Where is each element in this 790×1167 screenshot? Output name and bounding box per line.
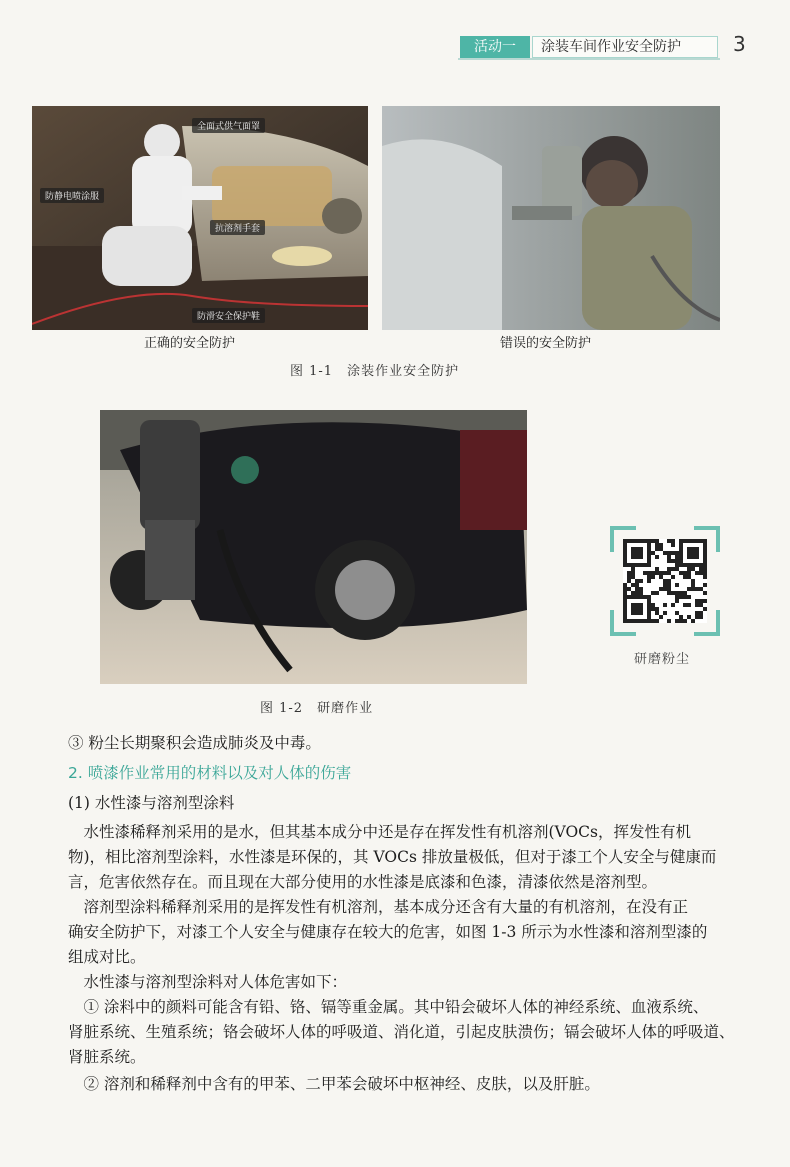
sanding-photo: [100, 410, 527, 684]
paragraph-line: 物)，相比溶剂型涂料，水性漆是环保的，其 VOCs 排放量极低，但对于漆工个人安全与健康而: [68, 848, 717, 866]
correct-protection-photo: [32, 106, 368, 330]
qr-code[interactable]: [623, 539, 707, 623]
tag-solvent-gloves: 抗溶剂手套: [210, 220, 265, 235]
subheading: (1) 水性漆与溶剂型涂料: [68, 794, 235, 812]
tag-antistatic-suit: 防静电喷涂服: [40, 188, 104, 203]
item-3: ③ 粉尘长期聚积会造成肺炎及中毒。: [68, 734, 321, 752]
section-heading: 2. 喷漆作业常用的材料以及对人体的伤害: [68, 764, 352, 782]
section-title: 涂装车间作业安全防护: [532, 36, 718, 58]
correct-protection-caption: 正确的安全防护: [144, 336, 236, 351]
page-number: 3: [733, 32, 746, 56]
figure-2-caption: 图 1-2 研磨作业: [260, 701, 374, 716]
wrong-protection-caption: 错误的安全防护: [500, 336, 592, 351]
header-rule: [458, 58, 720, 60]
paragraph-line: 言，危害依然存在。而且现在大部分使用的水性漆是底漆和色漆，清漆依然是溶剂型。: [68, 873, 658, 891]
tag-air-mask: 全面式供气面罩: [192, 118, 265, 133]
qr-caption: 研磨粉尘: [634, 652, 691, 667]
paragraph-line: 组成对比。: [68, 948, 146, 966]
list-item-line: ① 涂料中的颜料可能含有铅、铬、镉等重金属。其中铅会破坏人体的神经系统、血液系统、: [68, 998, 709, 1016]
activity-badge: 活动一: [460, 36, 530, 58]
paragraph-line: 确安全防护下，对漆工个人安全与健康存在较大的危害，如图 1-3 所示为水性漆和溶剂型漆的: [68, 923, 708, 941]
list-item-line: 肾脏系统。: [68, 1048, 146, 1066]
paragraph-line: 水性漆与溶剂型涂料对人体危害如下：: [68, 973, 348, 991]
qr-frame[interactable]: [610, 526, 720, 636]
tag-safety-shoes: 防滑安全保护鞋: [192, 308, 265, 323]
list-item-line: 肾脏系统、生殖系统；铬会破坏人体的呼吸道、消化道，引起皮肤溃伤；镉会破坏人体的呼吸道、: [68, 1023, 735, 1041]
figure-1-caption: 图 1-1 涂装作业安全防护: [290, 364, 460, 379]
wrong-protection-photo: [382, 106, 720, 330]
list-item-line: ② 溶剂和稀释剂中含有的甲苯、二甲苯会破坏中枢神经、皮肤，以及肝脏。: [68, 1075, 600, 1093]
paragraph-line: 溶剂型涂料稀释剂采用的是挥发性有机溶剂，基本成分还含有大量的有机溶剂，在没有正: [68, 898, 689, 916]
paragraph-line: 水性漆稀释剂采用的是水，但其基本成分中还是存在挥发性有机溶剂(VOCs，挥发性有机: [68, 823, 691, 841]
